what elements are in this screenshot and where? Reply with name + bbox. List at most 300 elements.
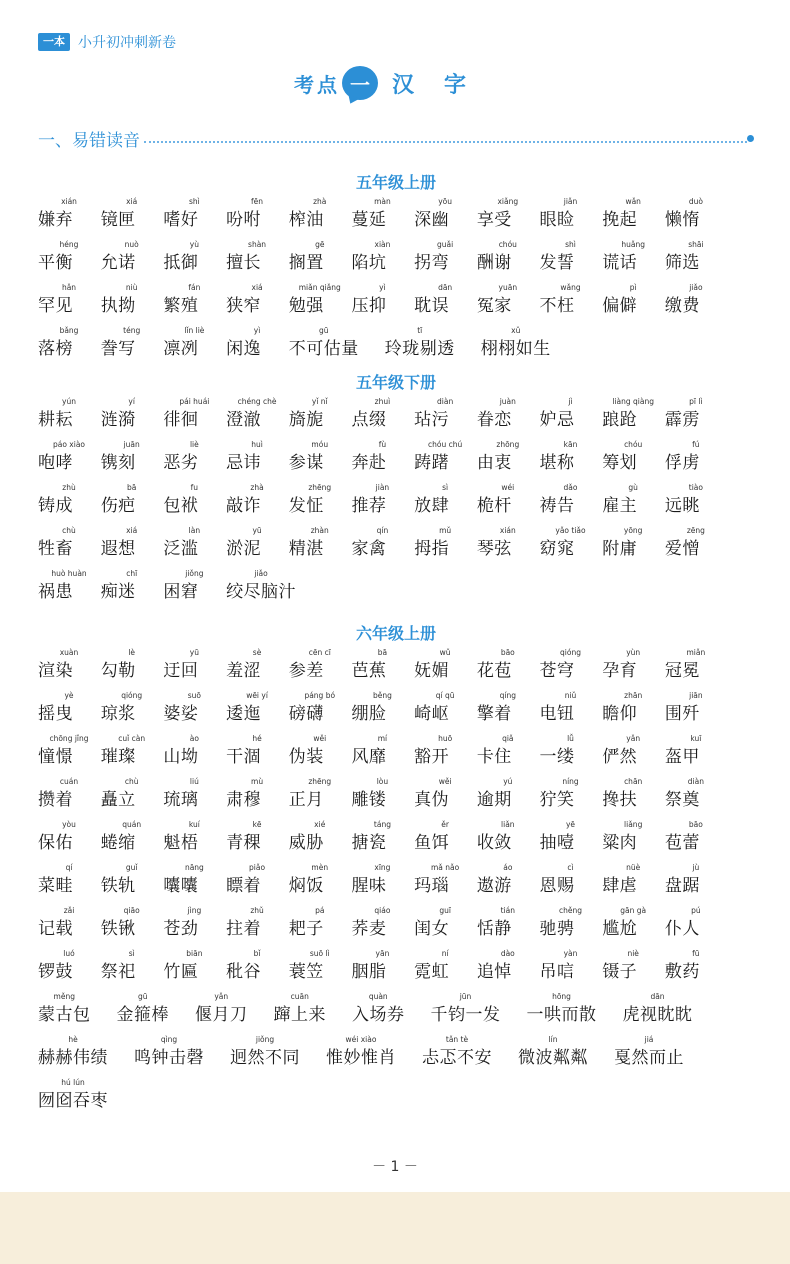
vocab-entry	[38, 948, 100, 991]
vocab-word: 粱肉	[602, 833, 638, 853]
vocab-entry	[414, 439, 476, 482]
pinyin-annotation: kān	[563, 440, 578, 449]
vocab-entry	[602, 439, 664, 482]
vocab-entry	[477, 862, 539, 905]
vocab-word: 琉璃	[163, 790, 199, 810]
pinyin-annotation: xián	[499, 526, 516, 535]
vocab-entry	[351, 439, 413, 482]
pinyin-annotation: yàn	[563, 949, 578, 958]
pinyin-annotation: qiǎ	[502, 734, 514, 743]
pinyin-annotation: dān	[438, 283, 453, 292]
pinyin-annotation: dǎo	[563, 483, 578, 492]
pinyin-annotation: běng	[372, 691, 392, 700]
vocab-word: 干涸	[226, 747, 262, 767]
vocab-word: 泛滥	[163, 539, 199, 559]
pinyin-annotation: tián	[500, 906, 515, 915]
vocab-word: 旖旎	[288, 410, 324, 430]
vocab-word: 榨油	[288, 210, 324, 230]
pinyin-annotation: yì	[253, 326, 261, 335]
vocab-word: 妒忌	[539, 410, 575, 430]
vocab-entry	[481, 325, 551, 368]
pinyin-annotation: měng	[53, 992, 75, 1001]
vocab-entry	[38, 1077, 108, 1120]
pinyin-annotation: mǔ	[439, 526, 452, 535]
pinyin-annotation: màn	[374, 197, 391, 206]
vocab-word: 恩赐	[539, 876, 575, 896]
vocab-entry	[352, 991, 405, 1034]
vocab-entry	[101, 482, 163, 525]
vocab-entry	[289, 325, 359, 368]
vocab-word: 苍穹	[539, 661, 575, 681]
pinyin-annotation: shāi	[688, 240, 704, 249]
vocab-entry	[414, 776, 476, 819]
vocab-entry	[665, 482, 727, 525]
vocab-word: 踉跄	[602, 410, 638, 430]
vocab-entry	[351, 525, 413, 568]
pinyin-annotation: qìng	[160, 1035, 178, 1044]
vocab-word: 鸣钟击磬	[134, 1048, 204, 1068]
vocab-word: 入场券	[352, 1005, 405, 1025]
pinyin-annotation: suō lì	[309, 949, 330, 958]
pinyin-annotation: xiǎng	[497, 197, 519, 206]
vocab-entry	[665, 733, 727, 776]
vocab-content	[38, 168, 754, 1120]
vocab-word: 祭祀	[100, 962, 136, 982]
vocab-entry	[163, 239, 225, 282]
pinyin-annotation: yún	[62, 397, 76, 406]
dotted-divider	[144, 135, 747, 143]
vocab-word: 精湛	[288, 539, 324, 559]
pinyin-annotation: hé	[252, 734, 262, 743]
vocab-entry	[477, 196, 539, 239]
vocab-word: 勾勒	[100, 661, 136, 681]
pinyin-annotation: hè	[68, 1035, 78, 1044]
vocab-entry	[289, 439, 351, 482]
pinyin-annotation: huì	[251, 440, 263, 449]
vocab-entry	[602, 239, 664, 282]
vocab-word: 惟妙惟肖	[326, 1048, 396, 1068]
pinyin-annotation: jiǎo	[689, 283, 703, 292]
vocab-entry	[226, 239, 288, 282]
vocab-word: 玛瑙	[414, 876, 450, 896]
vocab-entry	[163, 948, 225, 991]
vocab-entry	[289, 819, 351, 862]
vocab-word: 耽误	[414, 296, 450, 316]
pinyin-annotation: yǎn	[626, 734, 641, 743]
vocab-word: 蒙古包	[38, 1005, 91, 1025]
vocab-word: 镊子	[602, 962, 638, 982]
vocab-entry	[540, 282, 602, 325]
vocab-entry	[101, 525, 163, 568]
vocab-word: 铁锹	[100, 919, 136, 939]
vocab-word: 芭蕉	[351, 661, 387, 681]
vocab-entry	[230, 1034, 300, 1077]
pinyin-annotation: cēn cī	[308, 648, 331, 657]
pinyin-annotation: gē	[315, 240, 325, 249]
vocab-word: 微波粼粼	[518, 1048, 588, 1068]
vocab-entry	[385, 325, 455, 368]
chapter-title-prefix: 考点	[293, 72, 340, 97]
vocab-word: 肃穆	[226, 790, 262, 810]
pinyin-annotation: quàn	[368, 992, 388, 1001]
vocab-entry	[351, 862, 413, 905]
vocab-entry	[163, 196, 225, 239]
vocab-entry	[414, 862, 476, 905]
pinyin-annotation: huō	[438, 734, 453, 743]
pinyin-annotation: chù	[62, 526, 76, 535]
vocab-word: 青稞	[226, 833, 262, 853]
pinyin-annotation: pì	[629, 283, 637, 292]
vocab-entry	[163, 439, 225, 482]
vocab-word: 不枉	[539, 296, 575, 316]
vocab-entry	[540, 196, 602, 239]
vocab-word: 一缕	[539, 747, 575, 767]
vocab-word: 金箍棒	[116, 1005, 169, 1025]
pinyin-annotation: mí	[377, 734, 388, 743]
pinyin-annotation: mèn	[311, 863, 329, 872]
pinyin-annotation: zhǔ	[250, 906, 264, 915]
vocab-word: 雇主	[602, 496, 638, 516]
vocab-word: 憧憬	[38, 747, 73, 767]
vocab-word: 敷药	[664, 962, 700, 982]
pinyin-annotation: bā	[377, 648, 388, 657]
vocab-list	[38, 647, 754, 1120]
vocab-entry	[38, 1034, 108, 1077]
vocab-entry	[226, 819, 288, 862]
vocab-word: 渲染	[38, 661, 73, 681]
vocab-word: 魁梧	[163, 833, 199, 853]
vocab-word: 筛选	[664, 253, 700, 273]
pinyin-annotation: diàn	[437, 397, 454, 406]
pinyin-annotation: piǎo	[249, 863, 266, 872]
vocab-entry	[414, 239, 476, 282]
pinyin-annotation: liǎng	[624, 820, 643, 829]
vocab-word: 栩栩如生	[480, 339, 551, 359]
pinyin-annotation: guī	[439, 906, 451, 915]
pinyin-annotation: pú	[691, 906, 701, 915]
vocab-entry	[540, 239, 602, 282]
pinyin-annotation: sì	[442, 483, 449, 492]
vocab-entry	[614, 1034, 684, 1077]
vocab-word: 远眺	[664, 496, 700, 516]
vocab-word: 荞麦	[351, 919, 387, 939]
vocab-word: 允诺	[100, 253, 136, 273]
vocab-entry	[101, 690, 163, 733]
vocab-entry	[477, 396, 539, 439]
vocab-entry	[477, 948, 539, 991]
vocab-entry	[195, 991, 248, 1034]
pinyin-annotation: qiáo	[374, 906, 391, 915]
vocab-word: 秕谷	[226, 962, 262, 982]
vocab-entry	[38, 282, 100, 325]
pinyin-annotation: zhuì	[374, 397, 391, 406]
vocab-entry	[477, 282, 539, 325]
vocab-word: 窈窕	[539, 539, 575, 559]
pinyin-annotation: làn	[188, 526, 201, 535]
vocab-word: 山坳	[163, 747, 199, 767]
pinyin-annotation: chóu	[498, 240, 517, 249]
vocab-entry	[38, 439, 100, 482]
pinyin-annotation: guǎi	[437, 240, 454, 249]
vocab-entry	[414, 733, 476, 776]
vocab-word: 鱼饵	[414, 833, 450, 853]
vocab-word: 玲珑剔透	[384, 339, 455, 359]
vocab-word: 俘虏	[664, 453, 700, 473]
vocab-entry	[351, 647, 413, 690]
vocab-entry	[540, 948, 602, 991]
pinyin-annotation: yōng	[623, 526, 643, 535]
pinyin-annotation: zhà	[313, 197, 327, 206]
vocab-entry	[477, 690, 539, 733]
vocab-word: 风靡	[351, 747, 387, 767]
vocab-word: 苍劲	[163, 919, 199, 939]
pinyin-annotation: yān	[375, 949, 390, 958]
vocab-word: 玷污	[414, 410, 450, 430]
pinyin-annotation: shì	[565, 240, 576, 249]
vocab-word: 点缀	[351, 410, 387, 430]
vocab-entry	[414, 282, 476, 325]
pinyin-annotation: páng bó	[304, 691, 336, 700]
vocab-entry	[163, 905, 225, 948]
vocab-word: 祭奠	[664, 790, 700, 810]
vocab-entry	[527, 991, 597, 1034]
pinyin-annotation: wēi yí	[246, 691, 268, 700]
pinyin-annotation: jiàn	[375, 483, 390, 492]
vocab-list	[38, 396, 754, 611]
pinyin-annotation: sì	[128, 949, 135, 958]
vocab-entry	[163, 396, 225, 439]
vocab-entry	[602, 948, 664, 991]
vocab-word: 围歼	[664, 704, 700, 724]
vocab-entry	[38, 862, 100, 905]
pinyin-annotation: áo	[503, 863, 513, 872]
vocab-entry	[665, 396, 727, 439]
vocab-word: 矗立	[100, 790, 136, 810]
vocab-word: 凛冽	[163, 339, 199, 359]
vocab-entry	[602, 819, 664, 862]
vocab-word: 竹匾	[163, 962, 199, 982]
pinyin-annotation: lín	[548, 1035, 558, 1044]
vocab-word: 追悼	[476, 962, 512, 982]
pinyin-annotation: jìng	[187, 906, 202, 915]
vocab-word: 酬谢	[476, 253, 512, 273]
pinyin-annotation: kuí	[188, 820, 200, 829]
vocab-word: 由衷	[476, 453, 512, 473]
vocab-word: 迥然不同	[230, 1048, 300, 1068]
vocab-word: 逾期	[476, 790, 512, 810]
pinyin-annotation: lòu	[376, 777, 389, 786]
vocab-word: 霹雳	[664, 410, 700, 430]
pinyin-annotation: bǐ	[253, 949, 261, 958]
vocab-entry	[163, 776, 225, 819]
vocab-word: 真伪	[414, 790, 450, 810]
vocab-entry	[101, 647, 163, 690]
pinyin-annotation: kē	[252, 820, 262, 829]
vocab-word: 闺女	[414, 919, 450, 939]
pinyin-annotation: jì	[568, 397, 573, 406]
vocab-word: 虎视眈眈	[622, 1005, 693, 1025]
pinyin-annotation: miǎn	[686, 648, 706, 657]
vocab-word: 挽起	[602, 210, 638, 230]
vocab-word: 踌躇	[414, 453, 450, 473]
pinyin-annotation: chéng chè	[237, 397, 277, 406]
vocab-word: 困窘	[163, 582, 199, 602]
pinyin-annotation: yú	[503, 777, 513, 786]
pinyin-annotation: wěi	[313, 734, 327, 743]
vocab-word: 狞笑	[539, 790, 575, 810]
vocab-entry	[274, 991, 327, 1034]
vocab-word: 咆哮	[38, 453, 73, 473]
vocab-word: 镌刻	[100, 453, 136, 473]
vocab-entry	[665, 776, 727, 819]
vocab-entry	[226, 948, 288, 991]
vocab-word: 搁置	[288, 253, 324, 273]
vocab-word: 腥味	[351, 876, 387, 896]
pinyin-annotation: fu	[190, 483, 199, 492]
vocab-entry	[477, 905, 539, 948]
pinyin-annotation: gū	[318, 326, 329, 335]
chapter-title-text: 汉字	[391, 72, 496, 98]
pinyin-annotation: móu	[311, 440, 329, 449]
vocab-word: 戛然而止	[614, 1048, 684, 1068]
vocab-word: 深幽	[414, 210, 450, 230]
pinyin-annotation: zhàn	[310, 526, 329, 535]
vocab-entry	[101, 948, 163, 991]
pinyin-annotation: jiǒng	[185, 569, 204, 578]
vocab-entry	[477, 482, 539, 525]
vocab-word: 眷恋	[476, 410, 512, 430]
pinyin-annotation: fán	[188, 283, 201, 292]
vocab-word: 闲逸	[226, 339, 262, 359]
pinyin-annotation: chī	[126, 569, 138, 578]
pinyin-annotation: yù	[189, 240, 199, 249]
vocab-entry	[101, 905, 163, 948]
vocab-entry	[163, 282, 225, 325]
pinyin-annotation: chōng jǐng	[49, 734, 89, 743]
vocab-word: 狭窄	[226, 296, 262, 316]
vocab-entry	[38, 690, 100, 733]
vocab-entry	[326, 1034, 396, 1077]
pinyin-annotation: ěr	[441, 820, 449, 829]
vocab-entry	[351, 690, 413, 733]
vocab-word: 蓑笠	[288, 962, 324, 982]
vocab-word: 誊写	[100, 339, 136, 359]
vocab-word: 铁轨	[100, 876, 136, 896]
vocab-word: 眼睑	[539, 210, 575, 230]
vocab-word: 推荐	[351, 496, 387, 516]
vocab-word: 仆人	[664, 919, 700, 939]
vocab-word: 拄着	[226, 919, 262, 939]
pinyin-annotation: luó	[63, 949, 75, 958]
vocab-entry	[665, 282, 727, 325]
pinyin-annotation: huò huàn	[51, 569, 87, 578]
vocab-word: 落榜	[38, 339, 73, 359]
pinyin-annotation: cuān	[290, 992, 309, 1001]
vocab-entry	[101, 325, 163, 368]
vocab-entry	[226, 862, 288, 905]
vocab-entry	[414, 819, 476, 862]
vocab-word: 记载	[38, 919, 73, 939]
pinyin-annotation: dào	[500, 949, 515, 958]
pinyin-annotation: duò	[688, 197, 703, 206]
vocab-word: 偏僻	[602, 296, 638, 316]
vocab-entry	[665, 525, 727, 568]
vocab-word: 陷坑	[351, 253, 387, 273]
vocab-entry	[602, 525, 664, 568]
vocab-word: 牲畜	[38, 539, 73, 559]
vocab-entry	[38, 733, 100, 776]
vocab-entry	[414, 482, 476, 525]
vocab-entry	[38, 239, 100, 282]
vocab-word: 威胁	[288, 833, 324, 853]
pinyin-annotation: wéi xiào	[345, 1035, 377, 1044]
vocab-entry	[38, 647, 100, 690]
vocab-entry	[289, 239, 351, 282]
vocab-entry	[540, 396, 602, 439]
pinyin-annotation: pī lì	[689, 397, 703, 406]
vocab-entry	[163, 647, 225, 690]
pinyin-annotation: niè	[627, 949, 639, 958]
pinyin-annotation: gū	[137, 992, 148, 1001]
pinyin-annotation: wěi	[438, 777, 452, 786]
vocab-entry	[38, 482, 100, 525]
pinyin-annotation: pái huái	[179, 397, 210, 406]
vocab-entry	[602, 482, 664, 525]
vocab-word: 遨游	[476, 876, 512, 896]
pinyin-annotation: gù	[628, 483, 638, 492]
vocab-entry	[226, 482, 288, 525]
vocab-word: 胭脂	[351, 962, 387, 982]
pinyin-annotation: xuàn	[59, 648, 79, 657]
pinyin-annotation: juàn	[499, 397, 516, 406]
vocab-word: 卡住	[476, 747, 512, 767]
vocab-entry	[602, 690, 664, 733]
vocab-word: 伪装	[288, 747, 324, 767]
pinyin-annotation: yǐ nǐ	[311, 397, 328, 406]
vocab-word: 压抑	[351, 296, 387, 316]
vocab-entry	[38, 991, 91, 1034]
vocab-word: 一哄而散	[526, 1005, 597, 1025]
vocab-word: 绷脸	[351, 704, 387, 724]
vocab-word: 敲诈	[226, 496, 262, 516]
pinyin-annotation: tǎn tè	[445, 1035, 469, 1044]
vocab-entry	[163, 482, 225, 525]
pinyin-annotation: jiān	[689, 691, 703, 700]
pinyin-annotation: gān gà	[620, 906, 647, 915]
vocab-word: 淤泥	[226, 539, 262, 559]
vocab-entry	[226, 733, 288, 776]
pinyin-annotation: zhān	[624, 691, 643, 700]
vocab-entry	[351, 776, 413, 819]
vocab-word: 焖饭	[288, 876, 324, 896]
vocab-entry	[289, 196, 351, 239]
pinyin-annotation: zhōng	[496, 440, 520, 449]
vocab-entry	[602, 862, 664, 905]
series-title: 小升初冲刺新卷	[78, 35, 176, 51]
vocab-entry	[623, 991, 693, 1034]
vocab-word: 尴尬	[602, 919, 638, 939]
vocab-entry	[38, 325, 100, 368]
pinyin-annotation: fēn	[251, 197, 264, 206]
vocab-entry	[540, 690, 602, 733]
vocab-word: 崎岖	[414, 704, 450, 724]
vocab-word: 琼浆	[100, 704, 136, 724]
section-title: 一、易错读音	[38, 131, 140, 151]
pinyin-annotation: dān	[650, 992, 665, 1001]
vocab-entry	[602, 776, 664, 819]
pinyin-annotation: qíng	[499, 691, 516, 700]
vocab-entry	[226, 568, 296, 611]
